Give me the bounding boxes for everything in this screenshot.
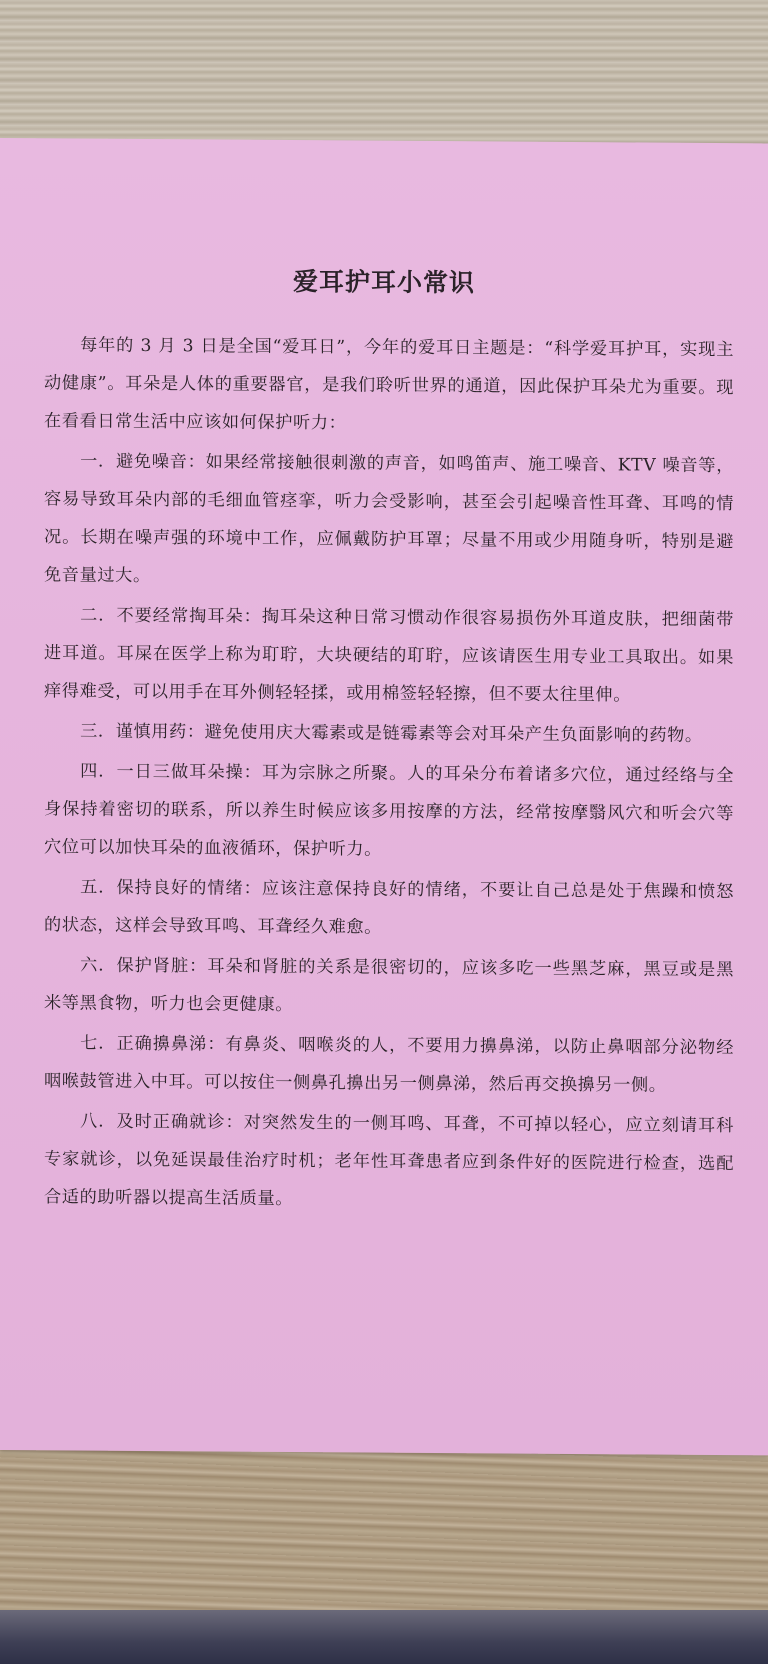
document-body xyxy=(44,326,734,1223)
floor-shadow xyxy=(0,1610,768,1664)
section-heading: 七．正确擤鼻涕： xyxy=(80,1033,226,1055)
section-heading: 八．及时正确就诊： xyxy=(80,1111,244,1133)
section-heading: 六．保护肾脏： xyxy=(80,955,208,977)
section-paragraph xyxy=(44,946,734,1027)
section-text: 避免使用庆大霉素或是链霉素等会对耳朵产生负面影响的药物。 xyxy=(204,722,703,746)
section-text: 有鼻炎、咽喉炎的人，不要用力擤鼻涕，以防止鼻咽部分泌物经咽喉鼓管进入中耳。可以按住一侧鼻孔擤出另一侧鼻涕，然后再交换擤另一侧。 xyxy=(44,1034,734,1096)
paper-sheet xyxy=(0,138,768,1455)
document-title: 爱耳护耳小常识 xyxy=(292,267,475,298)
intro-paragraph: 每年的 3 月 3 日是全国“爱耳日”，今年的爱耳日主题是：“科学爱耳护耳，实现主动健康”。耳朵是人体的重要器官，是我们聆听世界的通道，因此保护耳朵尤为重要。现在看看日常生活中应该如何保护听力： xyxy=(44,335,734,434)
section-text: 耳朵和肾脏的关系是很密切的，应该多吃一些黑芝麻，黑豆或是黑米等黑食物，听力也会更健康。 xyxy=(44,956,735,1016)
section-paragraph xyxy=(44,752,734,871)
section-text: 应该注意保持良好的情绪，不要让自己总是处于焦躁和愤怒的状态，这样会导致耳鸣、耳聋经久难愈。 xyxy=(44,878,734,938)
section-heading: 一．避免噪音： xyxy=(80,451,206,473)
section-heading: 四．一日三做耳朵操： xyxy=(80,761,262,783)
section-paragraph xyxy=(44,1024,734,1105)
section-paragraph xyxy=(44,1102,734,1221)
section-text: 掏耳朵这种日常习惯动作很容易损伤外耳道皮肤，把细菌带进耳道。耳屎在医学上称为耵聍，大块硬结的耵聍，应该请医生用专业工具取出。如果痒得难受，可以用手在耳外侧轻轻揉，或用棉签轻轻擦，但不要太往里伸。 xyxy=(44,606,734,706)
section-text: 如果经常接触很刺激的声音，如鸣笛声、施工噪音、KTV 噪音等，容易导致耳朵内部的毛细血管痉挛，听力会受影响，甚至会引起噪音性耳聋、耳鸣的情况。长期在噪声强的环境中工作，应佩戴防护耳罩；尽量不用或少用随身听，特别是避免音量过大。 xyxy=(44,452,734,587)
section-text: 耳为宗脉之所聚。人的耳朵分布着诸多穴位，通过经络与全身保持着密切的联系，所以养生时候应该多用按摩的方法，经常按摩翳风穴和听会穴等穴位可以加快耳朵的血液循环，保护听力。 xyxy=(44,762,734,860)
section-paragraph xyxy=(44,596,734,715)
section-heading: 三．谨慎用药： xyxy=(80,721,205,743)
section-paragraph xyxy=(44,868,734,949)
section-paragraph xyxy=(44,712,734,755)
section-heading: 二．不要经常掏耳朵： xyxy=(80,605,262,627)
section-heading: 五．保持良好的情绪： xyxy=(80,877,262,899)
section-paragraph xyxy=(44,442,734,599)
section-text: 对突然发生的一侧耳鸣、耳聋，不可掉以轻心，应立刻请耳科专家就诊，以免延误最佳治疗时机；老年性耳聋患者应到条件好的医院进行检查，选配合适的助听器以提高生活质量。 xyxy=(44,1112,735,1210)
